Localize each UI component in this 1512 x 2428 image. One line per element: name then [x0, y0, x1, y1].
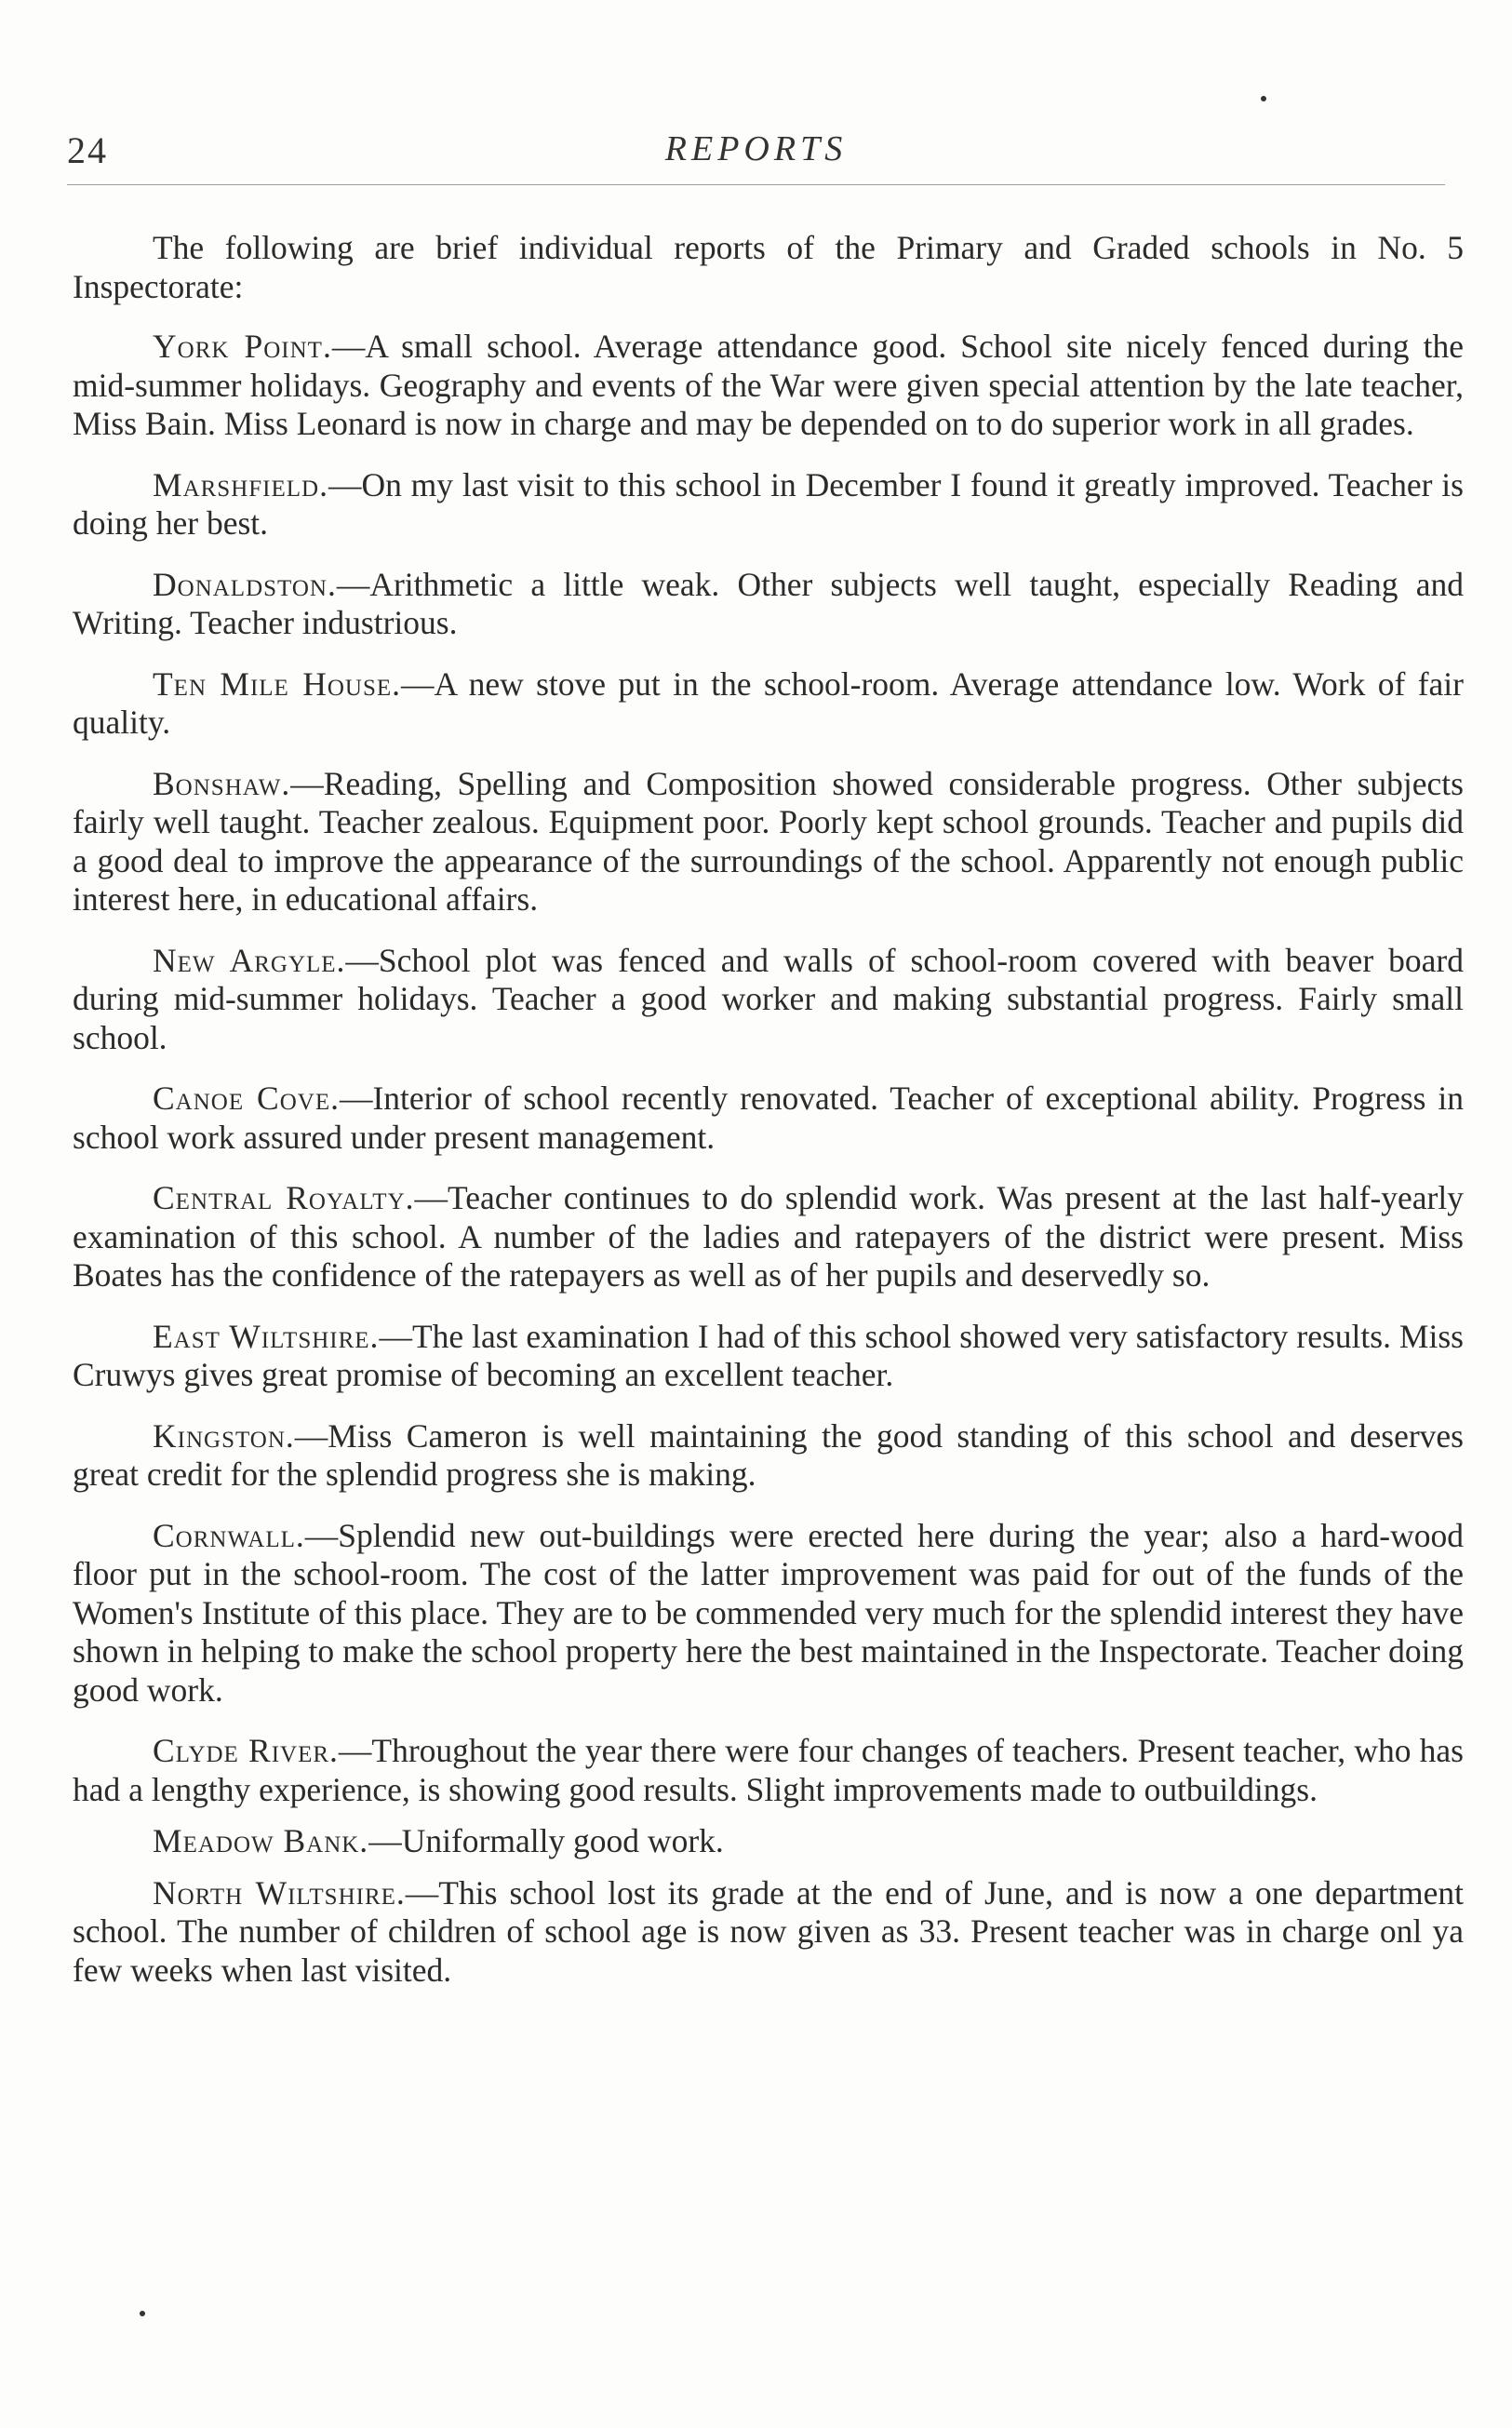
- school-name: Clyde River.: [153, 1732, 339, 1769]
- report-central-royalty: [73, 1179, 1464, 1295]
- report-marshfield: [73, 466, 1464, 543]
- report-meadow-bank: [73, 1822, 1464, 1861]
- report-text: —Splendid new out-buildings were erected here during the year; also a hard-wood floor put in the school-room. The cost of the latter improvement was paid for out of the funds of the Women's Institute of this place. They are to be commended very much for the splendid interest they have shown in helping to make the school property here the best maintained in the Inspectorate. Teacher doing good work.: [73, 1516, 1464, 1709]
- report-text: —This school lost its grade at the end of June, and is now a one department school. The number of children of school age is now given as 33. Present teacher was in charge onl ya few weeks when last visited.: [73, 1873, 1464, 1989]
- school-name: Cornwall.: [153, 1516, 305, 1554]
- school-name: Canoe Cove.: [153, 1080, 340, 1117]
- report-clyde-river: [73, 1732, 1464, 1809]
- report-text: —Arithmetic a little weak. Other subjects well taught, especially Reading and Writing. Teacher industrious.: [73, 565, 1464, 641]
- intro-paragraph: The following are brief individual reports of the Primary and Graded schools in No. 5 Inspectorate:: [73, 229, 1464, 305]
- report-cornwall: [73, 1517, 1464, 1710]
- report-text: —Throughout the year there were four changes of teachers. Present teacher, who has had a lengthy experience, is showing good results. Slight improvements made to outbuildings.: [73, 1732, 1464, 1808]
- report-canoe-cove: [73, 1080, 1464, 1157]
- report-text: —Reading, Spelling and Composition showed considerable progress. Other subjects fairly well taught. Teacher zealous. Equipment poor. Poorly kept school grounds. Teacher and pupils did a good deal to improve the appearance of the surroundings of the school. Apparently not enough public interest here, in educational affairs.: [73, 764, 1464, 918]
- report-north-wiltshire: [73, 1874, 1464, 1991]
- school-name: Donaldston.: [153, 565, 337, 603]
- report-york-point: [73, 328, 1464, 444]
- school-name: Ten Mile House.: [153, 664, 402, 703]
- report-donaldston: [73, 566, 1464, 643]
- report-text: —A new stove put in the school-room. Average attendance low. Work of fair quality.: [73, 664, 1464, 741]
- school-name: Central Royalty.: [153, 1179, 415, 1216]
- page-number: 24: [67, 129, 108, 171]
- report-kingston: [73, 1417, 1464, 1495]
- report-new-argyle: [73, 942, 1464, 1058]
- report-text: —Teacher continues to do splendid work. Was present at the last half-yearly examination of this school. A number of the ladies and ratepayers of the district were present. Miss Boates has the confidence of the ratepayers as well as of her pupils and deservedly so.: [73, 1179, 1464, 1294]
- report-text: —Uniformally good work.: [368, 1822, 724, 1859]
- school-name: York Point.: [153, 328, 332, 365]
- report-text: —The last examination I had of this school showed very satisfactory results. Miss Cruwys gives great promise of becoming an excellent teacher.: [73, 1317, 1464, 1393]
- school-name: East Wiltshire.: [153, 1317, 380, 1355]
- report-text: —School plot was fenced and walls of school-room covered with beaver board during mid-summer holidays. Teacher a good worker and making substantial progress. Fairly small school.: [73, 941, 1464, 1056]
- report-text: —Interior of school recently renovated. Teacher of exceptional ability. Progress in school work assured under present management.: [73, 1080, 1464, 1156]
- school-name: Meadow Bank.: [153, 1822, 369, 1859]
- running-title: REPORTS: [664, 129, 848, 168]
- ink-speck: [140, 2311, 145, 2316]
- report-ten-mile-house: [73, 665, 1464, 743]
- school-name: North Wiltshire.: [153, 1873, 406, 1912]
- ink-speck: [1261, 96, 1266, 101]
- report-text: —Miss Cameron is well maintaining the good standing of this school and deserves great credit for the splendid progress she is making.: [73, 1416, 1464, 1493]
- school-name: Bonshaw.: [153, 764, 291, 802]
- running-head: [67, 128, 1445, 185]
- report-text: —A small school. Average attendance good. School site nicely fenced during the mid-summer holidays. Geography and events of the War were given special attention by the late teacher, Miss Bain. Miss Leonard is now in charge and may be depended on to do superior work in all grades.: [73, 328, 1465, 442]
- report-east-wiltshire: [73, 1318, 1464, 1395]
- school-name: New Argyle.: [153, 941, 346, 979]
- body-text: [73, 229, 1464, 2012]
- report-bonshaw: [73, 765, 1464, 919]
- school-name: Kingston.: [153, 1416, 295, 1455]
- report-text: —On my last visit to this school in December I found it greatly improved. Teacher is doing her best.: [73, 465, 1464, 542]
- school-name: Marshfield.: [153, 465, 328, 503]
